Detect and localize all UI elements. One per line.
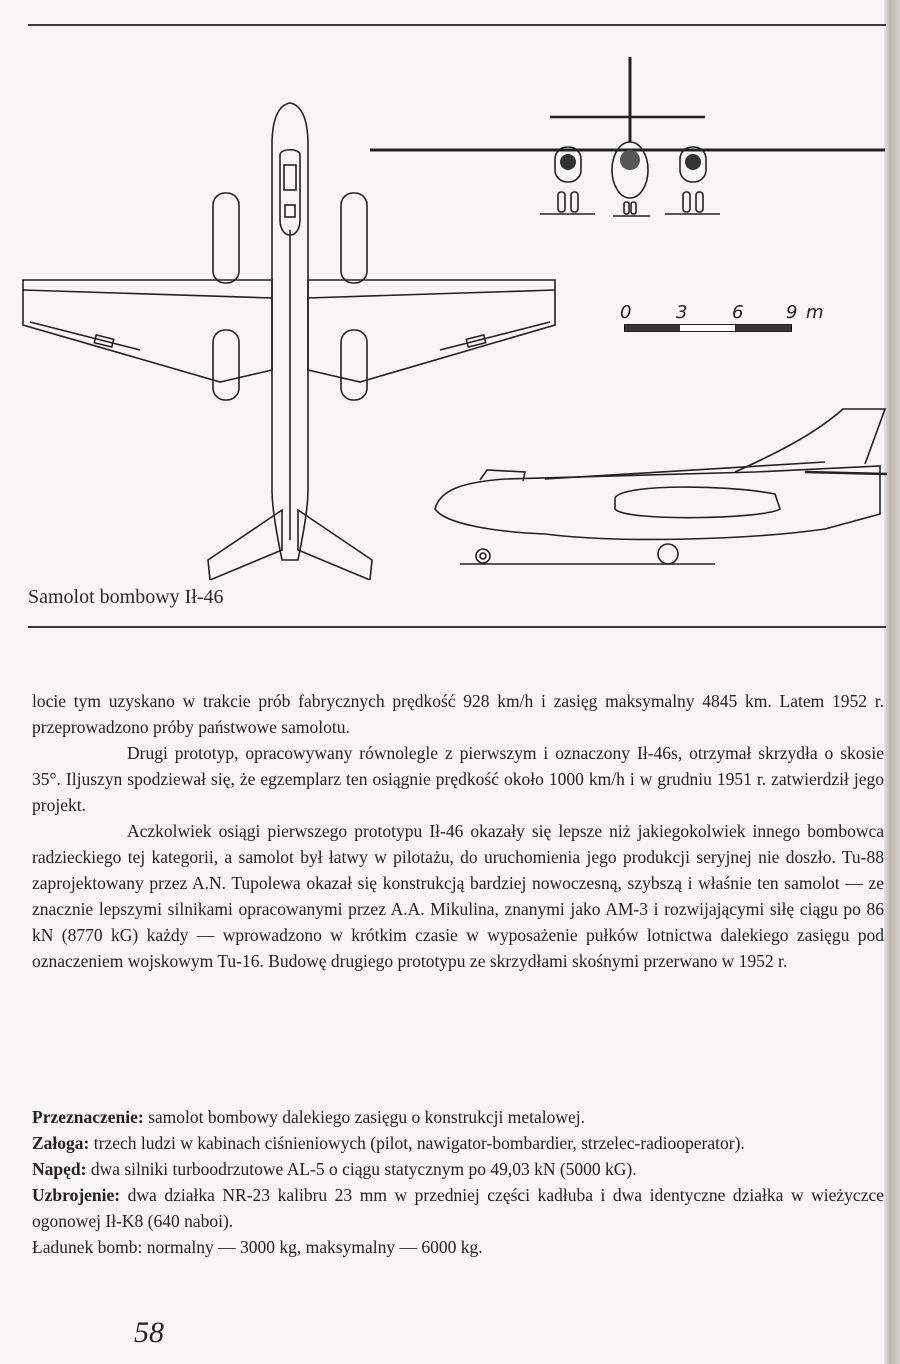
scale-label-3: 3 — [676, 302, 688, 323]
spec-value: dwa działka NR-23 kalibru 23 mm w przedniej części kadłuba i dwa identyczne działka w wieżyczce ogonowej Ił-K8 (640 naboi). — [32, 1185, 884, 1231]
body-text — [32, 688, 884, 974]
spec-propulsion — [32, 1156, 884, 1182]
scale-label-0: 0 — [620, 302, 632, 323]
specifications — [32, 1104, 884, 1260]
spec-value: samolot bombowy dalekiego zasięgu o konstrukcji metalowej. — [143, 1107, 586, 1127]
page-number: 58 — [134, 1316, 164, 1349]
aircraft-figure — [0, 30, 890, 590]
spec-label: Ładunek bomb: — [32, 1237, 143, 1257]
side-view-drawing — [425, 404, 890, 569]
spec-armament — [32, 1182, 884, 1234]
spec-label: Przeznaczenie: — [32, 1107, 144, 1127]
spec-crew — [32, 1130, 884, 1156]
spec-value: trzech ludzi w kabinach ciśnieniowych (pilot, nawigator-bombardier, strzelec-radiooperator). — [89, 1133, 745, 1153]
spec-value: normalny — 3000 kg, maksymalny — 6000 kg. — [142, 1237, 483, 1257]
paragraph-2: Drugi prototyp, opracowywany równolegle z pierwszym i oznaczony Ił-46s, otrzymał skrzydła o skosie 35°. Iljuszyn spodziewał się, że egzemplarz ten osiągnie prędkość około 1000 km/h i w grudniu 1951 r. zatwierdził jego projekt. — [32, 743, 884, 815]
paragraph-1: locie tym uzyskano w trakcie prób fabrycznych prędkość 928 km/h i zasięg maksymalny 4845 km. Latem 1952 r. przeprowadzono próby państwowe samolotu. — [32, 691, 884, 737]
spec-purpose — [32, 1104, 884, 1130]
scale-label-9: 9 — [786, 302, 798, 323]
top-rule — [28, 24, 886, 26]
scale-bar — [620, 302, 840, 342]
spec-label: Uzbrojenie: — [32, 1185, 121, 1205]
spec-label: Załoga: — [32, 1133, 90, 1153]
front-view-drawing — [365, 52, 890, 222]
spec-label: Napęd: — [32, 1159, 87, 1179]
spec-bomb-load — [32, 1234, 884, 1260]
scale-label-unit: m — [806, 302, 824, 323]
paragraph-3: Aczkolwiek osiągi pierwszego prototypu Ił-46 okazały się lepsze niż jakiegokolwiek innego bombowca radzieckiego tej kategorii, a samolot był łatwy w pilotażu, do uruchomienia jego produkcji seryjnej nie doszło. Tu-88 zaprojektowany przez A.N. Tupolewa okazał się konstrukcją bardziej nowoczesną, szybszą i właśnie ten samolot — ze znacznie lepszymi silnikami opracowanymi przez A.A. Mikulina, znanymi jako AM-3 i rozwijającymi siłę ciągu po 86 kN (8770 kG) każdy — wprowadzono w krótkim czasie w wyposażenie pułków lotnictwa dalekiego zasięgu pod oznaczeniem wojskowym Tu-16. Budowę drugiego prototypu ze skrzydłami skośnymi przerwano w 1952 r. — [32, 821, 884, 971]
figure-caption: Samolot bombowy Ił-46 — [28, 586, 224, 608]
scale-bar-line — [624, 324, 792, 332]
bottom-rule — [28, 626, 886, 628]
scale-label-6: 6 — [732, 302, 744, 323]
spec-value: dwa silniki turboodrzutowe AL-5 o ciągu statycznym po 49,03 kN (5000 kG). — [86, 1159, 637, 1179]
